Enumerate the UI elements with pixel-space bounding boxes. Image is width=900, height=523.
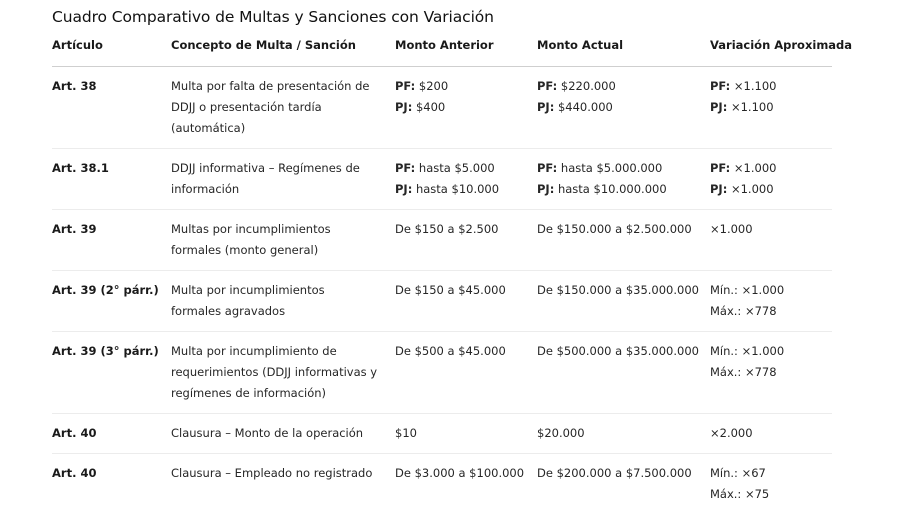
concepto-line: información [171,182,240,196]
concepto-line: requerimientos (DDJJ informativas y [171,365,378,379]
anterior-line [395,280,529,301]
value-prefix: PF: [710,79,731,93]
value-text: ×2.000 [710,426,753,440]
concepto-line: regímenes de información) [171,386,327,400]
cell-actual [537,210,710,271]
cell-actual [537,332,710,414]
variacion-line [710,341,824,362]
value-text: De $500.000 a $35.000.000 [537,344,699,358]
value-text: ×1.100 [730,79,777,93]
anterior-line [395,219,529,240]
concepto-line: formales agravados [171,304,286,318]
table-row [52,454,832,515]
value-prefix: PJ: [710,100,728,114]
value-prefix: PJ: [395,100,413,114]
variacion-line [710,97,824,118]
concepto-line: Multa por falta de presentación de [171,79,370,93]
value-text: $220.000 [557,79,616,93]
concepto-line: (automática) [171,121,246,135]
table-row [52,149,832,210]
value-text: Mín.: ×67 [710,466,766,480]
variacion-line [710,423,824,444]
variacion-line [710,463,824,484]
value-prefix: PJ: [537,100,555,114]
column-header-concepto: Concepto de Multa / Sanción [171,38,395,67]
cell-articulo: Art. 40 [52,414,171,454]
column-header-variacion: Variación Aproximada [710,38,832,67]
column-header-monto-actual: Monto Actual [537,38,710,67]
table-header-row [52,38,832,67]
concepto-line: Multa por incumplimiento de [171,344,337,358]
actual-line [537,423,702,444]
cell-concepto [171,332,395,414]
value-prefix: PJ: [537,182,555,196]
value-prefix: PF: [537,161,558,175]
anterior-line [395,463,529,484]
value-text: $400 [412,100,446,114]
value-prefix: PF: [537,79,558,93]
value-prefix: PF: [395,79,416,93]
cell-variacion [710,210,832,271]
variacion-line [710,179,824,200]
column-header-articulo: Artículo [52,38,171,67]
cell-variacion [710,332,832,414]
value-text: ×1.100 [727,100,774,114]
cell-concepto [171,414,395,454]
value-text: hasta $10.000 [412,182,500,196]
cell-actual [537,149,710,210]
actual-line [537,463,702,484]
cell-anterior [395,67,537,149]
variacion-line [710,219,824,240]
anterior-line [395,97,529,118]
cell-actual [537,454,710,515]
value-text: De $150.000 a $2.500.000 [537,222,692,236]
anterior-line [395,179,529,200]
table-row [52,67,832,149]
cell-concepto [171,67,395,149]
cell-concepto [171,149,395,210]
cell-variacion [710,67,832,149]
actual-line [537,76,702,97]
value-prefix: PJ: [395,182,413,196]
cell-articulo: Art. 39 (3° párr.) [52,332,171,414]
value-prefix: PF: [395,161,416,175]
concepto-line: DDJJ o presentación tardía [171,100,322,114]
value-text: ×1.000 [710,222,753,236]
cell-anterior [395,414,537,454]
cell-concepto [171,454,395,515]
value-text: ×1.000 [727,182,774,196]
variacion-line [710,362,824,383]
cell-anterior [395,332,537,414]
value-text: Máx.: ×778 [710,304,777,318]
concepto-line: DDJJ informativa – Regímenes de [171,161,360,175]
cell-variacion [710,149,832,210]
cell-articulo: Art. 39 [52,210,171,271]
cell-actual [537,414,710,454]
cell-anterior [395,210,537,271]
cell-articulo: Art. 38 [52,67,171,149]
comparison-table [52,38,853,514]
cell-articulo: Art. 38.1 [52,149,171,210]
cell-anterior [395,454,537,515]
table-body [52,67,832,515]
cell-actual [537,271,710,332]
value-prefix: PJ: [710,182,728,196]
value-text: $10 [395,426,417,440]
value-text: hasta $10.000.000 [554,182,667,196]
value-text: hasta $5.000.000 [557,161,663,175]
variacion-line [710,484,824,505]
actual-line [537,280,702,301]
concepto-line: Clausura – Monto de la operación [171,426,364,440]
anterior-line [395,76,529,97]
variacion-line [710,280,824,301]
cell-articulo: Art. 39 (2° párr.) [52,271,171,332]
value-text: hasta $5.000 [415,161,495,175]
cell-actual [537,67,710,149]
value-text: $20.000 [537,426,585,440]
actual-line [537,341,702,362]
value-text: ×1.000 [730,161,777,175]
value-text: Máx.: ×75 [710,487,770,501]
value-text: De $3.000 a $100.000 [395,466,525,480]
cell-articulo: Art. 40 [52,466,97,480]
value-text: De $200.000 a $7.500.000 [537,466,692,480]
concepto-line: Clausura – Empleado no registrado [171,466,373,480]
value-text: $440.000 [554,100,613,114]
table-row [52,414,832,454]
concepto-line: Multas por incumplimientos [171,222,331,236]
value-text: Máx.: ×778 [710,365,777,379]
concepto-line: formales (monto general) [171,243,319,257]
value-text: De $500 a $45.000 [395,344,506,358]
column-header-monto-anterior: Monto Anterior [395,38,537,67]
value-text: $200 [415,79,449,93]
cell-anterior [395,271,537,332]
cell-concepto [171,271,395,332]
anterior-line [395,423,529,444]
actual-line [537,158,702,179]
actual-line [537,179,702,200]
cell-variacion [710,414,832,454]
value-text: Mín.: ×1.000 [710,344,785,358]
cell-concepto [171,210,395,271]
anterior-line [395,341,529,362]
table-row [52,332,832,414]
concepto-line: Multa por incumplimientos [171,283,325,297]
actual-line [537,219,702,240]
actual-line [537,97,702,118]
value-text: De $150 a $2.500 [395,222,499,236]
cell-anterior [395,149,537,210]
variacion-line [710,301,824,322]
value-text: Mín.: ×1.000 [710,283,785,297]
table-row [52,271,832,332]
page-title: Cuadro Comparativo de Multas y Sanciones con Variación [52,8,494,26]
comparison-document [52,6,853,514]
table-row [52,210,832,271]
value-text: De $150 a $45.000 [395,283,506,297]
value-prefix: PF: [710,161,731,175]
variacion-line [710,76,824,97]
cell-variacion [710,454,832,515]
anterior-line [395,158,529,179]
cell-variacion [710,271,832,332]
value-text: De $150.000 a $35.000.000 [537,283,699,297]
variacion-line [710,158,824,179]
